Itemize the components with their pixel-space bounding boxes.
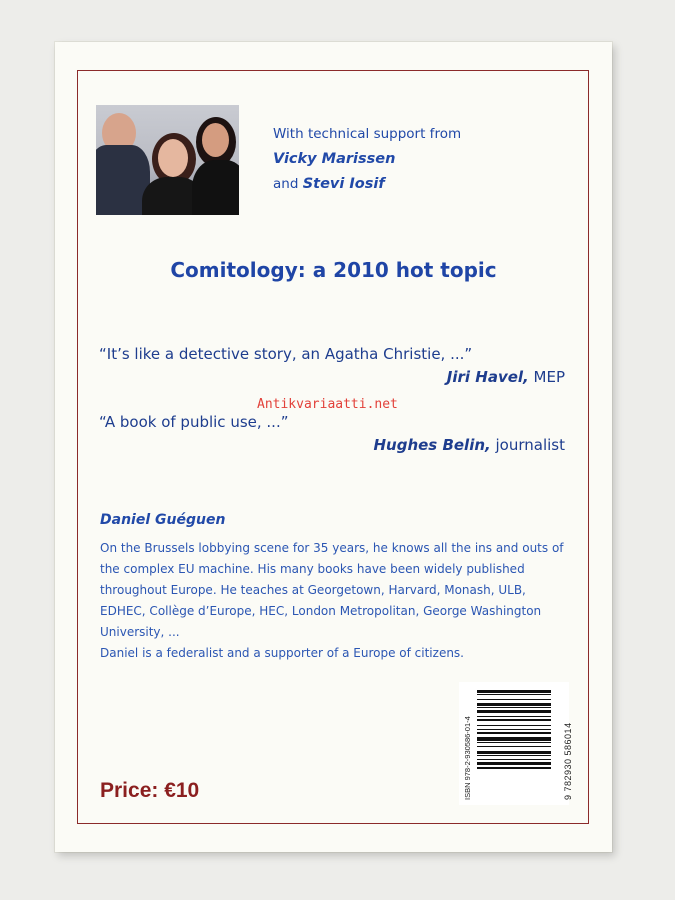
support-name-1: Vicky Marissen <box>273 151 396 167</box>
quote-2: “A book of public use, ...” <box>99 413 289 431</box>
barcode-bar <box>477 742 551 743</box>
author-name: Daniel Guéguen <box>100 512 226 528</box>
quote-2-author: Hughes Belin, <box>373 436 491 454</box>
isbn-text: ISBN 978-2-930586-01-4 <box>463 716 472 800</box>
photo-person-woman2-body <box>192 160 239 215</box>
author-photo <box>96 105 239 215</box>
author-bio: On the Brussels lobbying scene for 35 years, he knows all the ins and outs of the complex EU machine. His many books have been widely published throughout Europe. He teaches at Georgetown, Harvard, Monash, ULB, EDHEC, Collège d’Europe, HEC, London Metropolitan, George Washington University, ... <box>100 541 564 639</box>
quote-2-role: journalist <box>495 436 565 454</box>
quote-1-author: Jiri Havel, <box>446 368 529 386</box>
price: Price: €10 <box>100 779 200 802</box>
barcode-bar <box>477 703 551 706</box>
support-name-2-line <box>273 172 533 197</box>
quote-1: “It’s like a detective story, an Agatha Christie, ...” <box>99 345 473 363</box>
quote-2-attribution <box>373 436 565 454</box>
barcode-bar <box>477 707 551 708</box>
technical-support <box>273 122 533 197</box>
barcode-bar <box>477 725 551 726</box>
barcode-bar <box>477 746 551 747</box>
barcode-bar <box>477 699 551 700</box>
barcode-bar <box>477 751 551 754</box>
barcode-bar <box>477 755 551 756</box>
barcode-bar <box>477 716 551 717</box>
barcode <box>459 682 573 805</box>
barcode-bar <box>477 694 551 695</box>
photo-person-woman2 <box>202 123 229 157</box>
watermark: Antikvariaatti.net <box>257 397 398 412</box>
book-back-cover <box>55 42 612 852</box>
ean-number: 9 782930 586014 <box>563 722 573 800</box>
quote-1-attribution <box>447 368 565 386</box>
barcode-bar <box>477 767 551 770</box>
support-name-2: Stevi Iosif <box>302 176 385 192</box>
photo-person-woman1 <box>158 139 188 177</box>
barcode-bar <box>477 737 551 741</box>
support-and: and <box>273 176 299 192</box>
quote-1-role: MEP <box>533 368 565 386</box>
barcode-bar <box>477 732 551 735</box>
support-intro: With technical support from <box>273 126 462 142</box>
barcode-bar <box>477 710 551 714</box>
barcode-bar <box>477 719 551 722</box>
barcode-bar <box>477 729 551 730</box>
barcode-bars <box>477 690 563 798</box>
barcode-bar <box>477 690 551 693</box>
author-bio-2: Daniel is a federalist and a supporter of a Europe of citizens. <box>100 646 464 660</box>
barcode-bar <box>477 762 551 766</box>
headline: Comitology: a 2010 hot topic <box>170 258 497 282</box>
barcode-bar <box>477 759 551 760</box>
